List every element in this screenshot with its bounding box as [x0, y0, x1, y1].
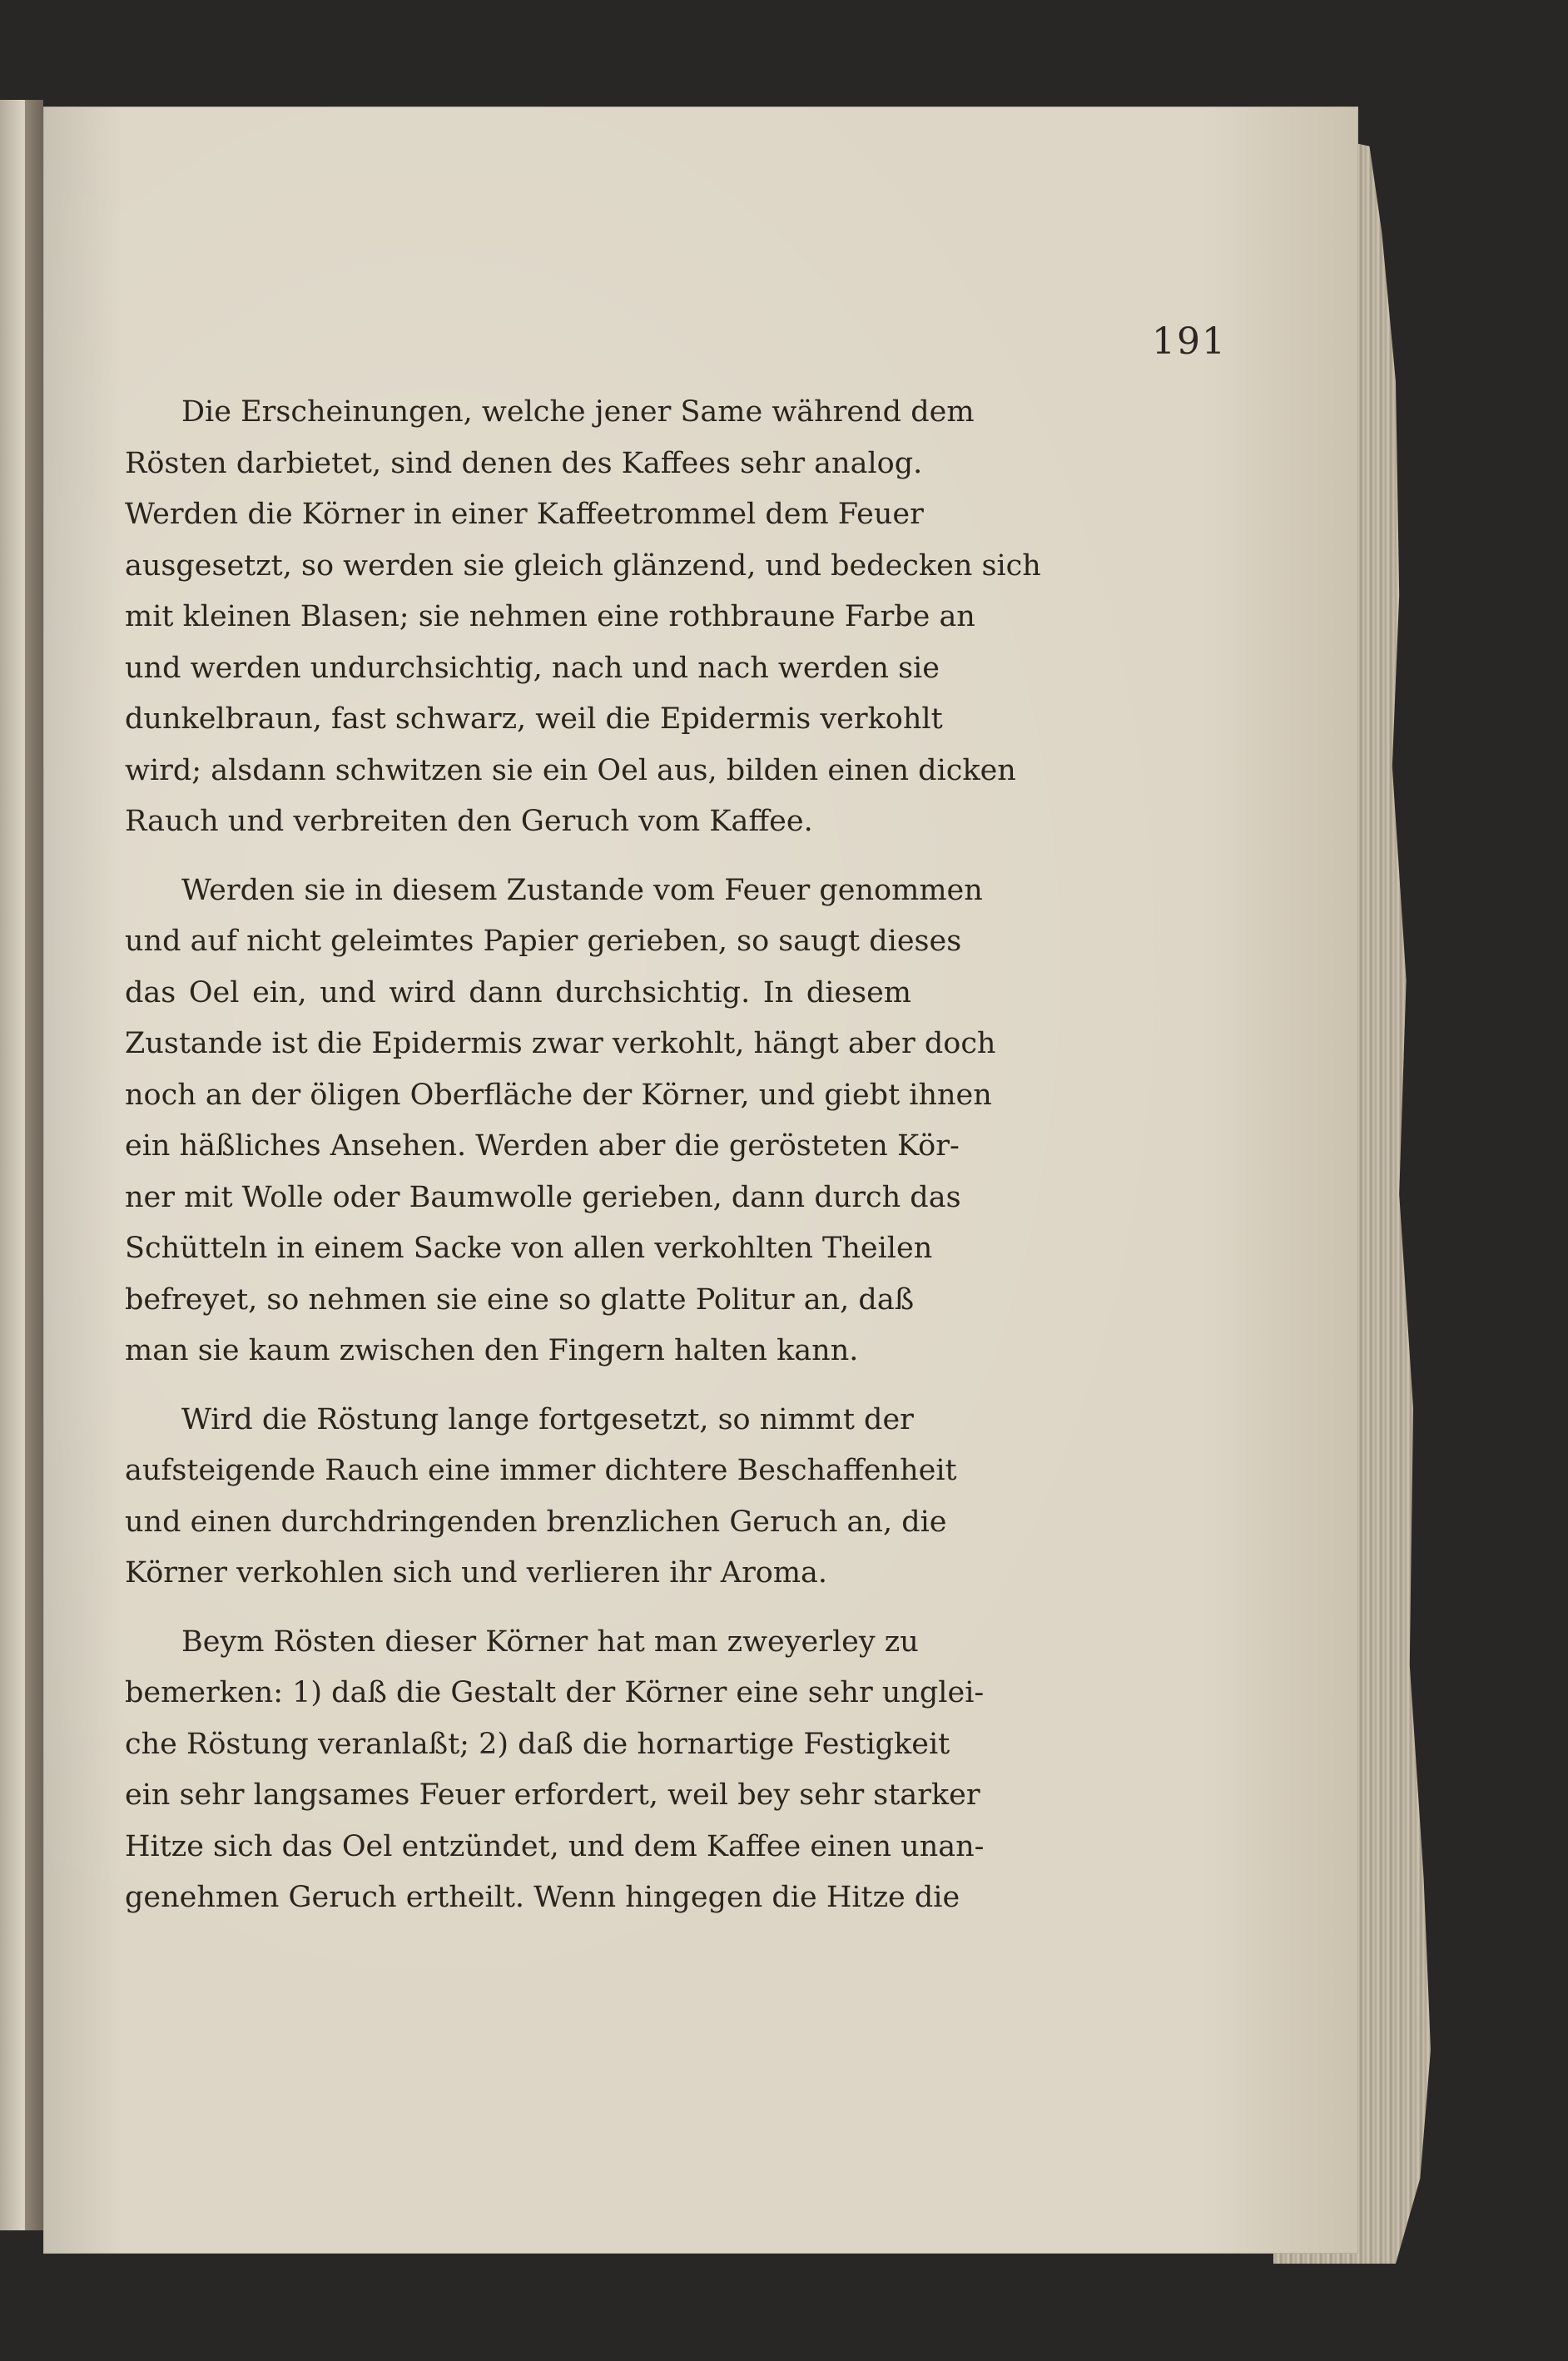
text-line: ein häßliches Ansehen. Werden aber die gerösteten Kör-	[125, 1129, 960, 1163]
text-line: Körner verkohlen sich und verlieren ihr Aroma.	[125, 1556, 828, 1590]
text-line: man sie kaum zwischen den Fingern halten kann.	[125, 1334, 859, 1367]
text-line: Rösten darbietet, sind denen des Kaffees sehr analog.	[125, 446, 923, 480]
text-line: Rauch und verbreiten den Geruch vom Kaffee.	[125, 805, 813, 838]
text-line: befreyet, so nehmen sie eine so glatte Politur an, daß	[125, 1282, 915, 1317]
text-line: ner mit Wolle oder Baumwolle gerieben, dann durch das	[125, 1180, 961, 1214]
paragraph-4	[125, 1617, 985, 1924]
text-line: und werden undurchsichtig, nach und nach werden sie	[125, 651, 940, 685]
text-line: Die Erscheinungen, welche jener Same während dem	[181, 395, 975, 429]
text-line: und auf nicht geleimtes Papier gerieben, so saugt dieses	[125, 925, 962, 958]
text-line: ein sehr langsames Feuer erfordert, weil bey sehr starker	[125, 1778, 980, 1812]
paragraph-1	[125, 387, 1041, 848]
text-line: und einen durchdringenden brenzlichen Geruch an, die	[125, 1505, 947, 1539]
text-line: aufsteigende Rauch eine immer dichtere Beschaffenheit	[125, 1454, 957, 1487]
text-line: genehmen Geruch ertheilt. Wenn hingegen die Hitze die	[125, 1881, 960, 1914]
text-line: Hitze sich das Oel entzündet, und dem Kaffee einen unan-	[125, 1829, 985, 1863]
paragraph-3	[125, 1395, 957, 1600]
text-line: wird; alsdann schwitzen sie ein Oel aus, bilden einen dicken	[125, 753, 1016, 787]
text-line: ausgesetzt, so werden sie gleich glänzend, und bedecken sich	[125, 548, 1041, 583]
book-gutter	[25, 100, 43, 2230]
text-line: mit kleinen Blasen; sie nehmen eine rothbraune Farbe an	[125, 600, 975, 633]
text-line: Werden sie in diesem Zustande vom Feuer genommen	[181, 873, 983, 907]
page-number: 191	[1152, 320, 1227, 363]
text-line: Wird die Röstung lange fortgesetzt, so nimmt der	[181, 1402, 914, 1436]
text-line: Beym Rösten dieser Körner hat man zweyerley zu	[181, 1624, 919, 1659]
text-line: bemerken: 1) daß die Gestalt der Körner eine sehr unglei-	[125, 1676, 985, 1709]
text-line: das Oel ein, und wird dann durchsichtig. In diesem	[125, 975, 911, 1009]
text-line: noch an der öligen Oberfläche der Körner, und giebt ihnen	[125, 1078, 992, 1112]
paragraph-2	[125, 866, 996, 1377]
text-line: dunkelbraun, fast schwarz, weil die Epidermis verkohlt	[125, 702, 943, 736]
text-line: Schütteln in einem Sacke von allen verkohlten Theilen	[125, 1232, 933, 1265]
text-line: Zustande ist die Epidermis zwar verkohlt, hängt aber doch	[125, 1027, 996, 1060]
text-line: Werden die Körner in einer Kaffeetrommel dem Feuer	[125, 498, 924, 531]
page-text	[125, 387, 1041, 1942]
text-line: che Röstung veranlaßt; 2) daß die hornartige Festigkeit	[125, 1727, 950, 1761]
